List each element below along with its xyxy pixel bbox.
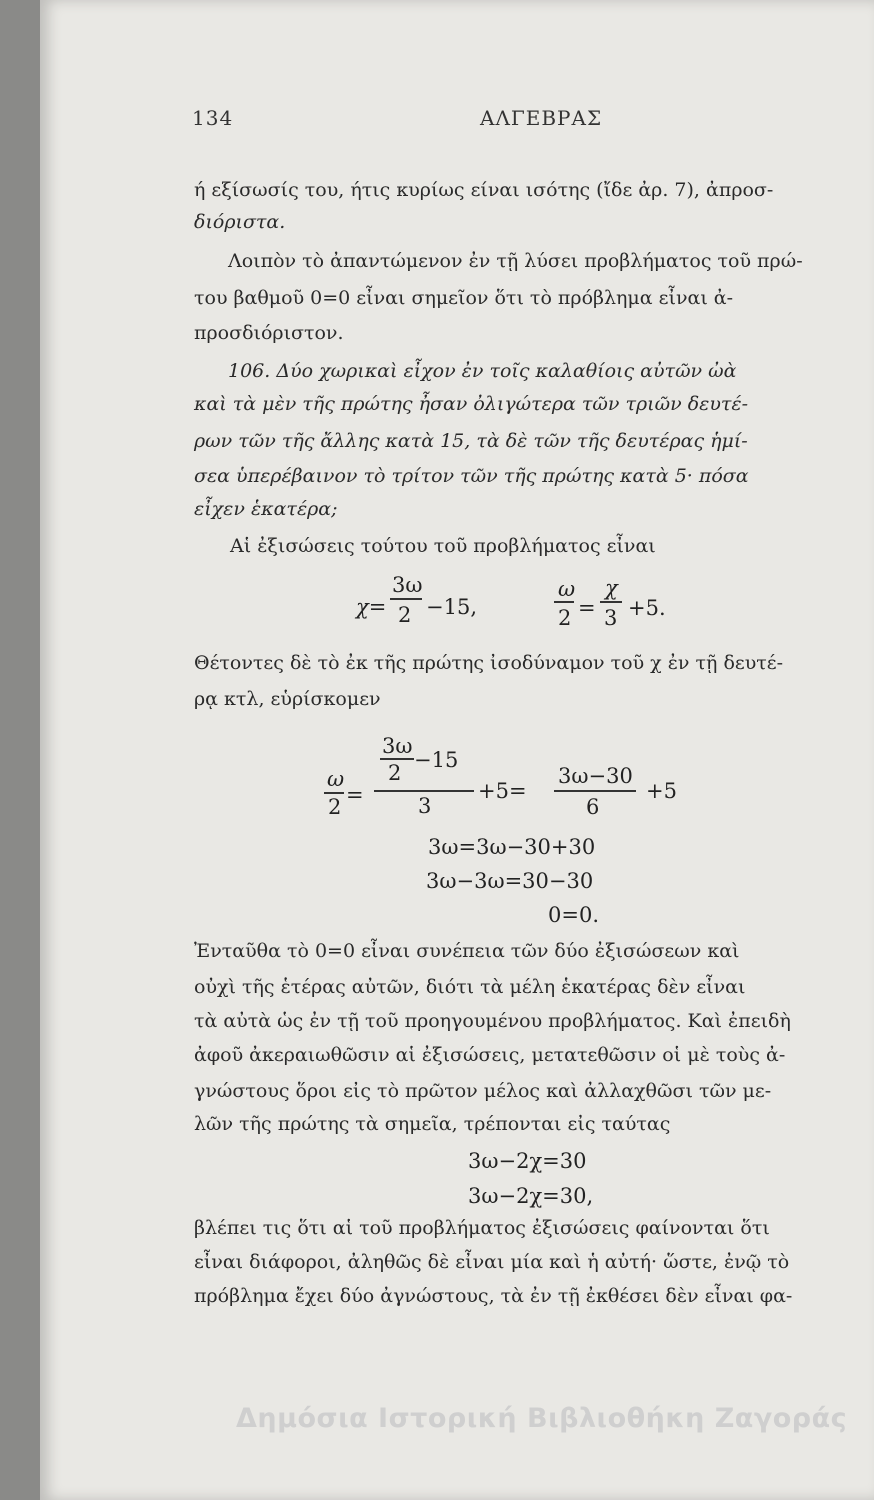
big-eq: = (346, 783, 364, 807)
big-inner-rest: −15 (414, 748, 459, 772)
big-den: 3 (418, 794, 432, 818)
big-mid: +5= (478, 779, 527, 803)
text-line: γνώστους ὅροι εἰς τὸ πρῶτον μέλος καὶ ἀλλαχθῶσι τῶν με- (194, 1080, 772, 1102)
text-line: διόριστα. (194, 211, 286, 233)
eq1-lhs: χ= (356, 595, 387, 619)
fraction-bar (324, 792, 344, 794)
text-line: προσδιόριστον. (194, 322, 344, 344)
eq-line: 0=0. (548, 903, 599, 927)
system-eq-1: 3ω−2χ=30 (468, 1149, 587, 1173)
fraction-bar (554, 790, 636, 792)
running-title: ΑΛΓΕΒΡΑΣ (480, 106, 603, 130)
text-line: ρᾳ κτλ, εὑρίσκομεν (194, 688, 381, 710)
big-inner-den: 2 (388, 761, 402, 785)
big-r-num: 3ω−30 (558, 764, 633, 788)
text-line: εἶναι διάφοροι, ἀληθῶς δὲ εἶναι μία καὶ ἡ αὐτή· ὥστε, ἐνῷ τὸ (194, 1251, 790, 1273)
fraction-bar (380, 758, 414, 760)
text-line: οὐχὶ τῆς ἑτέρας αὐτῶν, διότι τὰ μέλη ἑκατέρας δὲν εἶναι (194, 976, 746, 998)
eq-line: 3ω−3ω=30−30 (426, 869, 594, 893)
page-number: 134 (192, 106, 234, 130)
fraction-bar (600, 601, 622, 603)
eq2-den2: 3 (604, 606, 618, 630)
text-line: 106. Δύο χωρικαὶ εἶχον ἐν τοῖς καλαθίοις αὐτῶν ὠὰ (228, 360, 737, 382)
system-eq-2: 3ω−2χ=30, (468, 1184, 594, 1208)
library-watermark: Δημόσια Ιστορική Βιβλιοθήκη Ζαγοράς (236, 1403, 848, 1434)
fraction-bar (374, 790, 474, 792)
text-line: λῶν τῆς πρώτης τὰ σημεῖα, τρέπονται εἰς ταύτας (194, 1113, 671, 1135)
eq1-num: 3ω (392, 573, 423, 597)
eq2-rest: +5. (628, 596, 666, 620)
text-line: ρων τῶν τῆς ἄλλης κατὰ 15, τὰ δὲ τῶν τῆς δευτέρας ἡμί- (194, 430, 748, 452)
text-line: ἀφοῦ ἀκεραιωθῶσιν αἱ ἐξισώσεις, μετατεθῶσιν οἱ μὲ τοὺς ἀ- (194, 1044, 786, 1066)
big-2: 2 (328, 795, 342, 819)
eq2-num2: χ (605, 576, 618, 600)
eq1-rest: −15, (426, 595, 477, 619)
eq2-den: 2 (558, 606, 572, 630)
text-line: Λοιπὸν τὸ ἀπαντώμενον ἐν τῇ λύσει προβλήματος τοῦ πρώ- (228, 250, 803, 272)
fraction-bar (390, 598, 422, 600)
text-line: σεα ὑπερέβαινον τὸ τρίτον τῶν τῆς πρώτης κατὰ 5· πόσα (194, 465, 749, 487)
eq1-den: 2 (398, 603, 412, 627)
text-line: ή εξίσωσίς του, ήτις κυρίως είναι ισότης (ἴδε ἀρ. 7), ἀπροσ- (194, 179, 774, 201)
text-line: βλέπει τις ὅτι αἱ τοῦ προβλήματος ἐξισώσεις φαίνονται ὅτι (194, 1217, 770, 1239)
big-inner-num: 3ω (382, 734, 413, 758)
eq-line: 3ω=3ω−30+30 (428, 835, 596, 859)
text-line: του βαθμοῦ 0=0 εἶναι σημεῖον ὅτι τὸ πρόβλημα εἶναι ἀ- (194, 287, 734, 309)
big-w: ω (327, 767, 345, 791)
text-line: πρόβλημα ἔχει δύο ἀγνώστους, τὰ ἐν τῇ ἐκθέσει δὲν εἶναι φα- (194, 1285, 793, 1307)
fraction-bar (554, 601, 574, 603)
book-page (40, 0, 874, 1500)
eq2-eq: = (578, 596, 596, 620)
text-line: Θέτοντες δὲ τὸ ἐκ τῆς πρώτης ἰσοδύναμον τοῦ χ ἐν τῇ δευτέ- (194, 652, 784, 674)
text-line: καὶ τὰ μὲν τῆς πρώτης ἦσαν ὀλιγώτερα τῶν τριῶν δευτέ- (194, 393, 749, 415)
eq2-num: ω (558, 577, 576, 601)
big-r-den: 6 (586, 795, 600, 819)
text-line: εἶχεν ἑκατέρα; (194, 498, 338, 520)
text-line: Αἱ ἐξισώσεις τούτου τοῦ προβλήματος εἶναι (230, 535, 656, 557)
text-line: τὰ αὐτὰ ὡς ἐν τῇ τοῦ προηγουμένου προβλήματος. Καὶ ἐπειδὴ (194, 1010, 791, 1032)
big-r-rest: +5 (646, 779, 677, 803)
text-line: Ἐνταῦθα τὸ 0=0 εἶναι συνέπεια τῶν δύο ἐξισώσεων καὶ (194, 940, 740, 962)
